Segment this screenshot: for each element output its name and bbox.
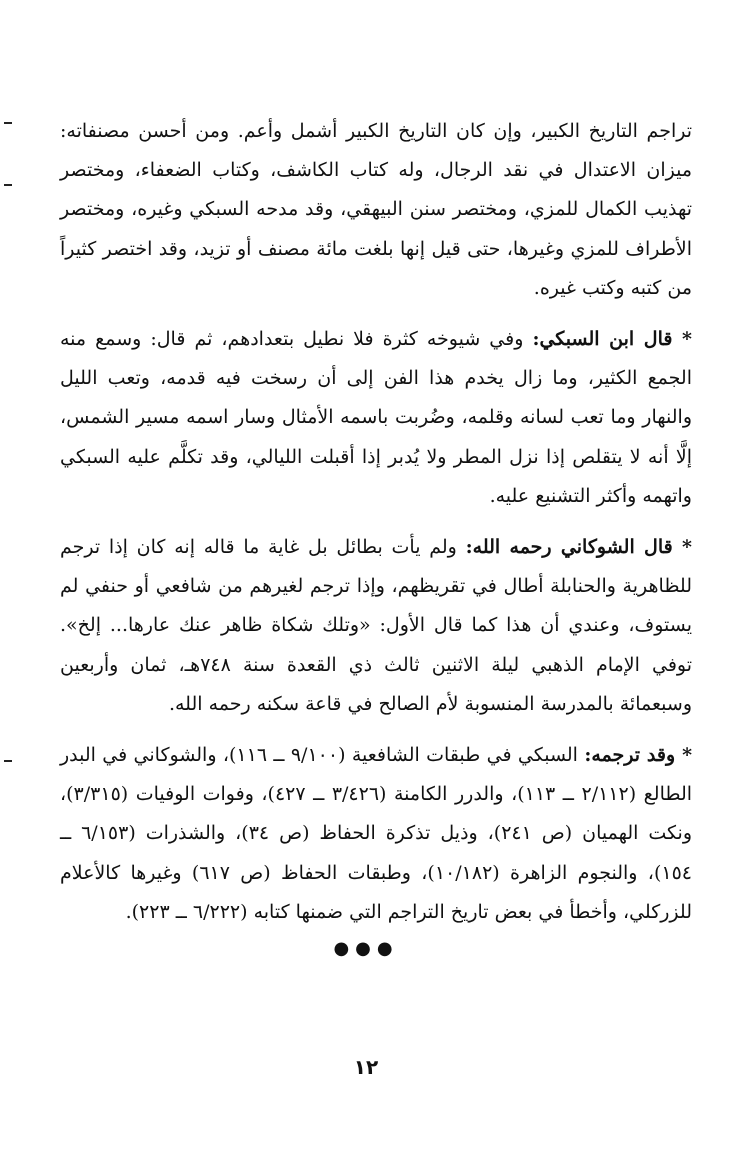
- paragraph-1: [60, 112, 692, 308]
- scan-margin-mark: [4, 760, 12, 762]
- paragraph-4-lead: * وقد ترجمه:: [584, 744, 693, 767]
- paragraph-2-text: وفي شيوخه كثرة فلا نطيل بتعدادهم، ثم قال: وسمع منه الجمع الكثير، وما زال يخدم هذا الفن إلى أن رسخت فيه قدمه، وتعب الليل والنهار وما تعب لسانه وقلمه، وضُربت باسمه الأمثال وسار اسمه مسير الشمس، إلَّا أنه لا يتقلص إذا نزل المطر ولا يُدبر إذا أقبلت الليالي، وقد تكلَّم عليه السبكي واتهمه وأكثر التشنيع عليه.: [60, 328, 692, 507]
- page-body: [60, 112, 692, 934]
- paragraph-3-lead: * قال الشوكاني رحمه الله:: [465, 536, 692, 559]
- paragraph-4: [60, 736, 692, 932]
- paragraph-2-lead: * قال ابن السبكي:: [532, 328, 692, 351]
- paragraph-1-text: تراجم التاريخ الكبير، وإن كان التاريخ الكبير أشمل وأعم. ومن أحسن مصنفاته: ميزان الاعتدال في نقد الرجال، وله كتاب الكاشف، وكتاب الضعفاء، ومختصر تهذيب الكمال للمزي، ومختصر سنن البيهقي، وقد مدحه السبكي وغيره، ومختصر الأطراف للمزي وغيرها، حتى قيل إنها بلغت مائة مصنف أو تزيد، وقد اختصر كثيراً من كتبه وكتب غيره.: [60, 120, 692, 299]
- paragraph-2: [60, 320, 692, 516]
- scan-margin-mark: [4, 184, 12, 186]
- scan-margin-mark: [4, 122, 12, 124]
- paragraph-4-text: السبكي في طبقات الشافعية (٩/١٠٠ ــ ١١٦)، والشوكاني في البدر الطالع (٢/١١٢ ــ ١١٣)، والدرر الكامنة (٣/٤٢٦ ــ ٤٢٧)، وفوات الوفيات (٣/٣١٥)، ونكت الهميان (ص ٢٤١)، وذيل تذكرة الحفاظ (ص ٣٤)، والشذرات (٦/١٥٣ ــ ١٥٤)، والنجوم الزاهرة (١٠/١٨٢)، وطبقات الحفاظ (ص ٦١٧) وغيرها كالأعلام للزركلي، وأخطأ في بعض تاريخ التراجم التي ضمنها كتابه (٦/٢٢٢ ــ ٢٢٣).: [60, 744, 693, 923]
- paragraph-3: [60, 528, 692, 724]
- paragraph-3-text: ولم يأت بطائل بل غاية ما قاله إنه كان إذا ترجم للظاهرية والحنابلة أطال في تقريظهم، وإذا ترجم لغيرهم من شافعي أو حنفي لم يستوف، وعندي أن هذا كما قال الأول: «وتلك شكاة ظاهر عنك عارها... إلخ». توفي الإمام الذهبي ليلة الاثنين ثالث ذي القعدة سنة ٧٤٨هـ، ثمان وأربعين وسبعمائة بالمدرسة المنسوبة لأم الصالح في قاعة سكنه رحمه الله.: [60, 536, 693, 715]
- section-divider-ornament: ●●●: [333, 938, 399, 959]
- page-number: ١٢: [353, 1055, 379, 1079]
